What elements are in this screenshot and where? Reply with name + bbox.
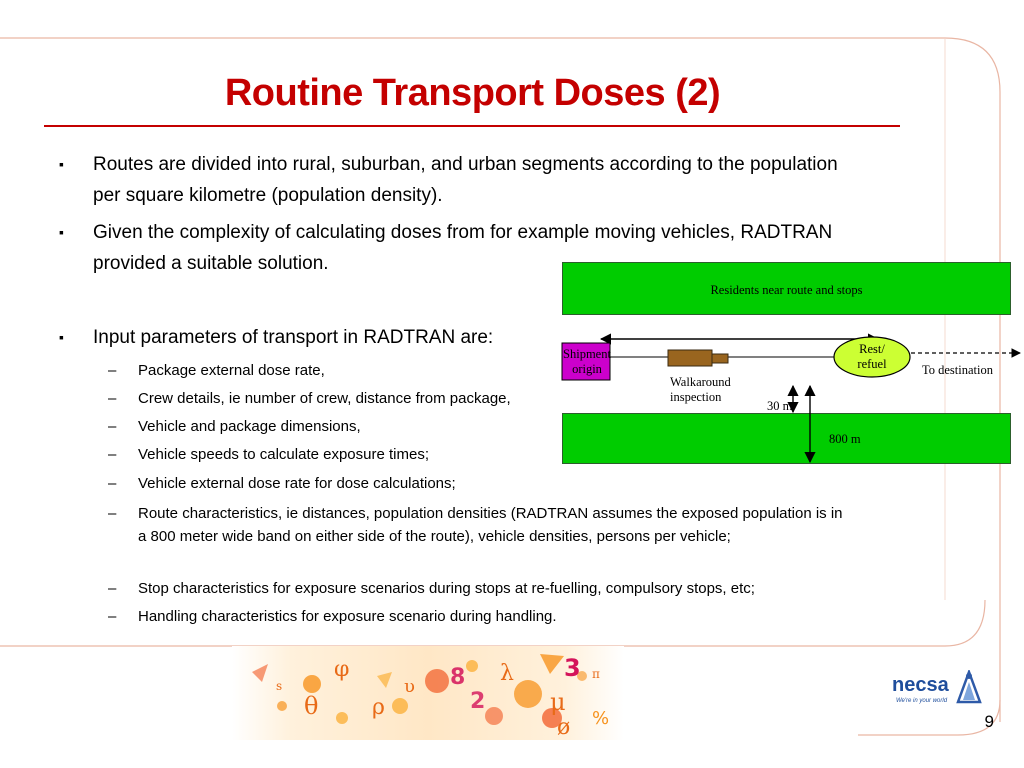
residents-label: Residents near route and stops	[710, 283, 863, 297]
distance-30m-label: 30 m	[767, 399, 793, 413]
vehicle-icon	[668, 350, 712, 366]
sub-marker: –	[108, 505, 117, 522]
rest-refuel-label: Rest/ refuel	[857, 342, 887, 371]
sub-bullet-text: Route characteristics, ie distances, population densities (RADTRAN assumes the exposed population is in a 800 meter wide band on either side of the route), vehicle densities, persons per vehicle;	[138, 505, 843, 545]
decoration-eight: 8	[450, 665, 466, 690]
bullet-marker: ▪	[59, 156, 64, 172]
sub-bullet-text: Vehicle external dose rate for dose calculations;	[138, 475, 456, 492]
decoration-o-slash: ø	[557, 715, 571, 740]
sub-marker: –	[108, 446, 117, 463]
walkaround-label: Walkaround inspection	[670, 375, 731, 404]
bullet-marker: ▪	[59, 224, 64, 240]
decoration-theta: θ	[304, 692, 319, 720]
page-number: 9	[984, 712, 994, 731]
sub-bullet-text: Crew details, ie number of crew, distance from package,	[138, 390, 511, 407]
shipment-origin-label: Shipment origin	[563, 347, 611, 376]
sub-marker: –	[108, 475, 117, 492]
decoration-rho: ρ	[372, 695, 385, 720]
distance-800m-label: 800 m	[829, 432, 861, 446]
slide-title: Routine Transport Doses (2)	[224, 72, 721, 114]
bullet-text: Routes are divided into rural, suburban, and urban segments according to the population per square kilometre (population density).	[93, 154, 838, 206]
decoration-s: s	[276, 679, 283, 693]
decoration-pi: π	[592, 667, 600, 681]
sub-bullet-text: Stop characteristics for exposure scenarios during stops at re-fuelling, compulsory stops, etc;	[138, 580, 755, 597]
sub-bullet-text: Vehicle and package dimensions,	[138, 418, 361, 435]
decoration-phi: φ	[334, 657, 350, 682]
sub-bullet-text: Package external dose rate,	[138, 362, 325, 379]
bullet-text: Input parameters of transport in RADTRAN are:	[93, 327, 494, 348]
sub-marker: –	[108, 390, 117, 407]
sub-marker: –	[108, 418, 117, 435]
bullet-marker: ▪	[59, 329, 64, 345]
bullet-text: Given the complexity of calculating doses from for example moving vehicles, RADTRAN provided a suitable solution.	[93, 222, 833, 274]
necsa-tagline: We're in your world	[896, 698, 948, 704]
math-symbols-decoration	[232, 646, 624, 740]
sub-marker: –	[108, 580, 117, 597]
sub-bullet-text: Vehicle speeds to calculate exposure times;	[138, 446, 429, 463]
decoration-three: 3	[564, 654, 581, 682]
sub-marker: –	[108, 608, 117, 625]
decoration-percent: %	[592, 708, 610, 729]
decoration-lambda: λ	[500, 661, 514, 686]
sub-bullet-text: Handling characteristics for exposure scenario during handling.	[138, 608, 557, 625]
decoration-two: 2	[470, 689, 486, 714]
destination-label: To destination	[922, 363, 993, 377]
decoration-mu: μ	[550, 688, 566, 716]
necsa-wordmark: necsa	[892, 674, 949, 696]
necsa-emblem-icon	[956, 670, 982, 704]
necsa-logo	[890, 670, 990, 710]
sub-marker: –	[108, 362, 117, 379]
decoration-upsilon: υ	[404, 676, 415, 697]
